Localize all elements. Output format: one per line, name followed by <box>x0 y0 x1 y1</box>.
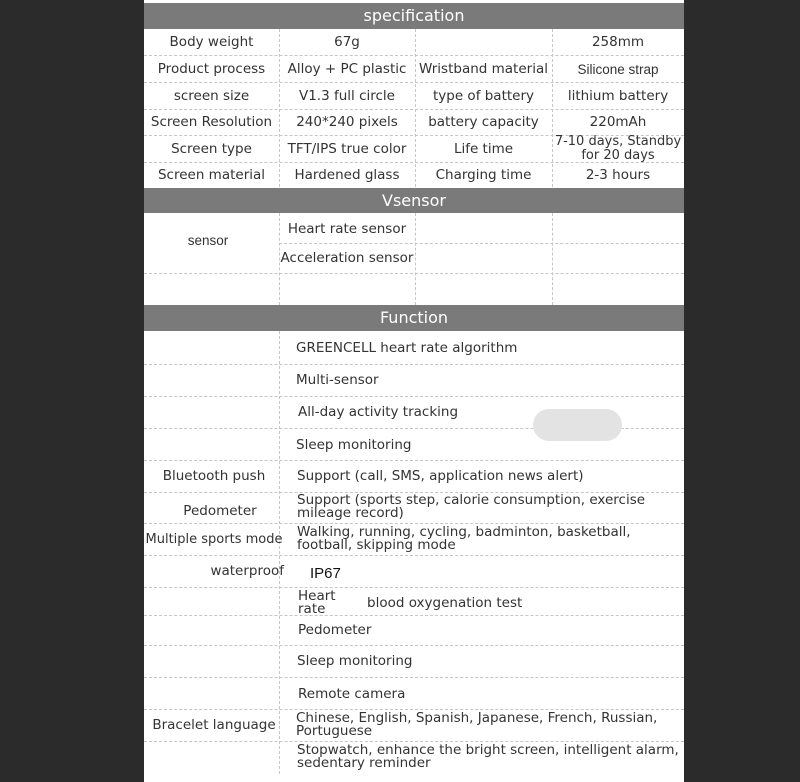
spec-value: 220mAh <box>589 114 647 130</box>
sensor-item: Heart rate sensor <box>287 220 407 237</box>
spec-label: Life time <box>453 141 514 157</box>
function-label: Multiple sports mode <box>145 532 283 547</box>
spec-sheet <box>144 0 684 782</box>
spec-label: Charging time <box>435 167 532 183</box>
function-label: waterproof <box>210 563 284 579</box>
spec-label: Wristband material <box>419 61 548 77</box>
spec-label: screen size <box>173 87 250 104</box>
spec-value: 258mm <box>591 34 645 50</box>
spec-label: Body weight <box>169 34 254 50</box>
spec-value: 67g <box>334 34 360 50</box>
spec-value: V1.3 full circle <box>298 87 395 104</box>
function-value: GREENCELL heart rate algorithm <box>296 340 518 356</box>
function-value: All-day activity tracking <box>298 403 459 420</box>
function-value: Sleep monitoring <box>297 653 413 669</box>
sensor-item: Acceleration sensor <box>280 250 414 266</box>
divider <box>144 677 684 678</box>
function-value: Pedometer <box>298 621 372 638</box>
specification-header: specification <box>144 3 684 29</box>
function-value: Sleep monitoring <box>296 436 412 453</box>
function-value: blood oxygenation test <box>367 594 523 611</box>
function-value: Support (sports step, calorie consumption, exercise mileage record) <box>297 492 646 521</box>
function-value: Multi-sensor <box>296 372 379 388</box>
spec-label: battery capacity <box>428 114 539 130</box>
spec-value: 240*240 pixels <box>296 114 398 130</box>
function-value: IP67 <box>310 565 341 582</box>
function-header: Function <box>144 305 684 331</box>
function-value: Stopwatch, enhance the bright screen, intelligent alarm, sedentary reminder <box>297 742 679 771</box>
divider <box>144 273 684 274</box>
spec-value: 2-3 hours <box>585 167 651 183</box>
spec-value: Silicone strap <box>577 62 659 77</box>
vsensor-header: Vsensor <box>144 188 684 213</box>
spec-label: Screen Resolution <box>150 114 273 130</box>
function-value: Chinese, English, Spanish, Japanese, French, Russian, Portuguese <box>296 710 658 739</box>
function-label: Bracelet language <box>152 717 276 733</box>
spec-value: Alloy + PC plastic <box>287 61 407 77</box>
divider <box>415 213 416 305</box>
function-value: Heart rate <box>298 588 336 617</box>
spec-label: Screen material <box>157 167 266 183</box>
spec-value: lithium battery <box>567 87 669 104</box>
spec-label <box>415 29 552 56</box>
spec-value: 7-10 days, Standby for 20 days <box>554 134 682 163</box>
function-label: Pedometer <box>183 503 257 519</box>
divider <box>552 213 553 305</box>
function-value: Remote camera <box>298 686 406 702</box>
spec-value: Hardened glass <box>294 167 400 183</box>
function-value: Walking, running, cycling, badminton, basketball, football, skipping mode <box>297 524 631 553</box>
sensor-label: sensor <box>187 232 229 248</box>
function-value: Support (call, SMS, application news alert) <box>297 468 584 484</box>
function-label: Bluetooth push <box>162 468 266 484</box>
spec-value: TFT/IPS true color <box>287 141 407 157</box>
spec-label: Product process <box>157 61 266 77</box>
spec-label: type of battery <box>432 87 535 104</box>
spec-label: Screen type <box>171 141 252 157</box>
